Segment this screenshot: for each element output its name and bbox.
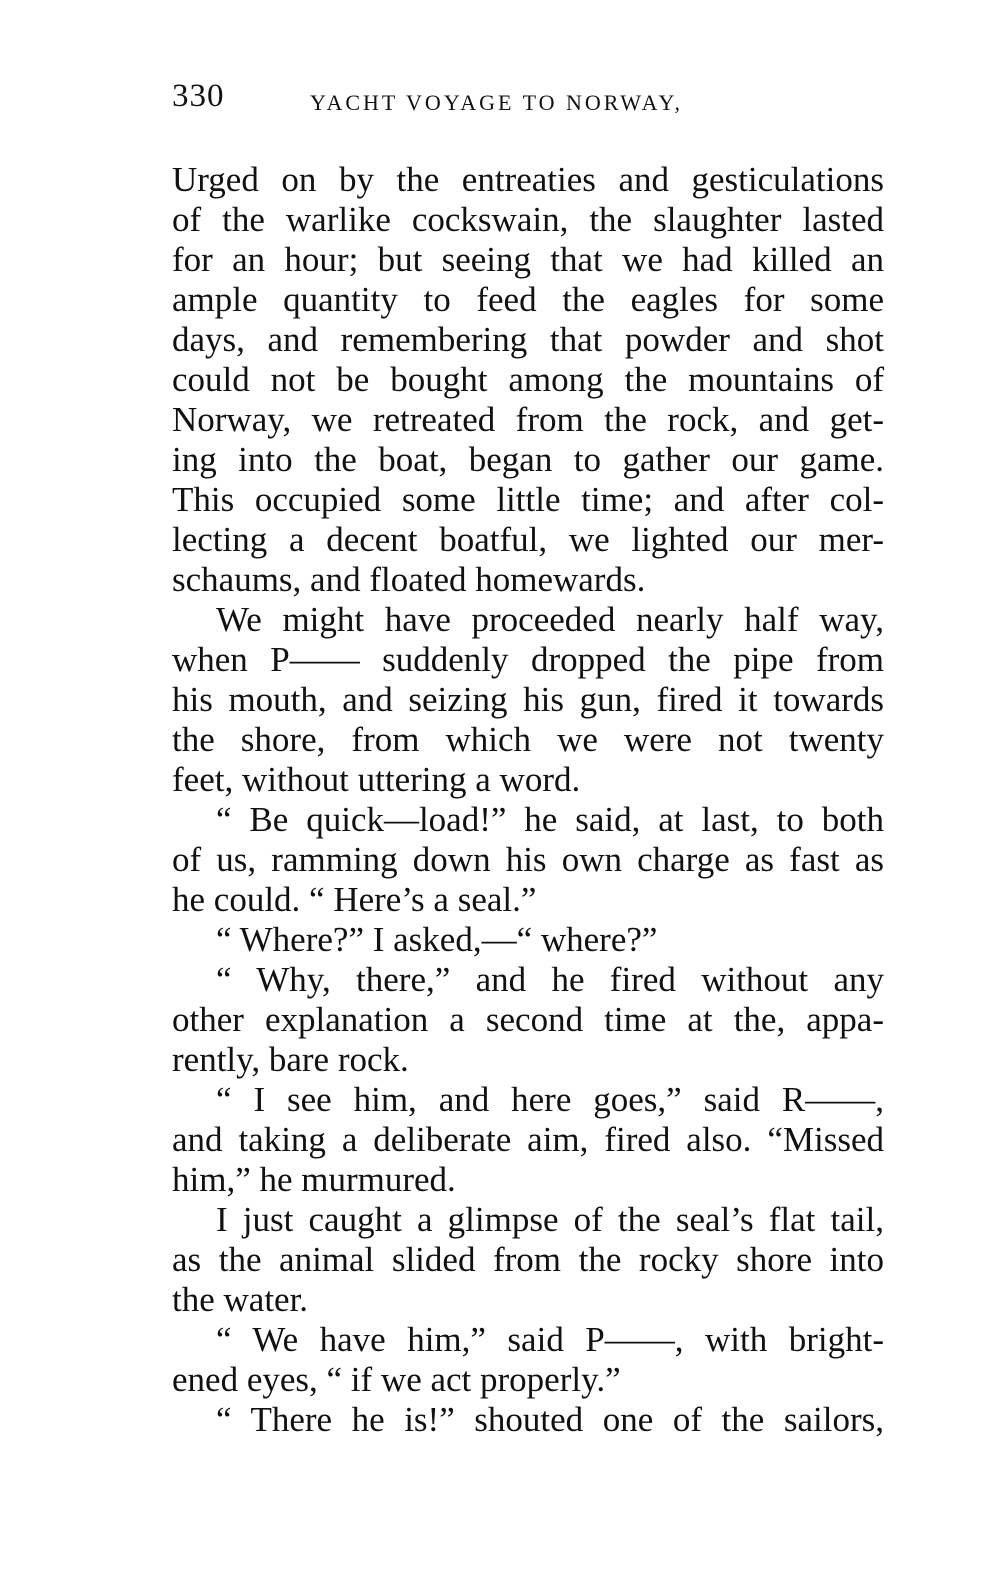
text-line: “ Where?” I asked,—“ where?”	[216, 920, 658, 959]
text-line: ing into the boat, began to gather our game.	[172, 440, 884, 479]
text-line: schaums, and floated homewards.	[172, 560, 646, 599]
text-line: feet, without uttering a word.	[172, 760, 581, 799]
text-line: “ Why, there,” and he fired without any	[216, 960, 884, 999]
text-line: for an hour; but seeing that we had killed an	[172, 240, 884, 279]
text-line: “ Be quick—load!” he said, at last, to both	[216, 800, 884, 839]
text-line: This occupied some little time; and after col-	[172, 480, 884, 519]
text-line: the shore, from which we were not twenty	[172, 720, 884, 759]
text-line: other explanation a second time at the, appa-	[172, 1000, 884, 1039]
text-line: I just caught a glimpse of the seal’s flat tail,	[216, 1200, 884, 1239]
text-line: him,” he murmured.	[172, 1160, 456, 1199]
text-line: as the animal slided from the rocky shore into	[172, 1240, 884, 1279]
text-line: ened eyes, “ if we act properly.”	[172, 1360, 621, 1399]
text-line: his mouth, and seizing his gun, fired it towards	[172, 680, 884, 719]
body-text	[172, 160, 884, 1440]
text-line: “ There he is!” shouted one of the sailors,	[216, 1400, 884, 1439]
text-line: We might have proceeded nearly half way,	[216, 600, 884, 639]
text-line: “ We have him,” said P——, with bright-	[216, 1320, 884, 1359]
text-line: could not be bought among the mountains of	[172, 360, 884, 399]
text-line: “ I see him, and here goes,” said R——,	[216, 1080, 884, 1119]
text-line: Norway, we retreated from the rock, and get-	[172, 400, 884, 439]
text-line: lecting a decent boatful, we lighted our mer-	[172, 520, 884, 559]
text-line: of the warlike cockswain, the slaughter lasted	[172, 200, 884, 239]
page-number: 330	[172, 78, 225, 114]
text-line: and taking a deliberate aim, fired also. “Missed	[172, 1120, 884, 1159]
text-line: when P—— suddenly dropped the pipe from	[172, 640, 884, 679]
text-line: ample quantity to feed the eagles for some	[172, 280, 884, 319]
page-header	[172, 78, 872, 126]
text-line: the water.	[172, 1280, 309, 1319]
text-line: rently, bare rock.	[172, 1040, 409, 1079]
text-line: of us, ramming down his own charge as fast as	[172, 840, 884, 879]
text-line: he could. “ Here’s a seal.”	[172, 880, 537, 919]
text-line: Urged on by the entreaties and gesticulations	[172, 160, 884, 199]
text-line: days, and remembering that powder and shot	[172, 320, 884, 359]
running-head: YACHT VOYAGE TO NORWAY,	[310, 90, 683, 115]
